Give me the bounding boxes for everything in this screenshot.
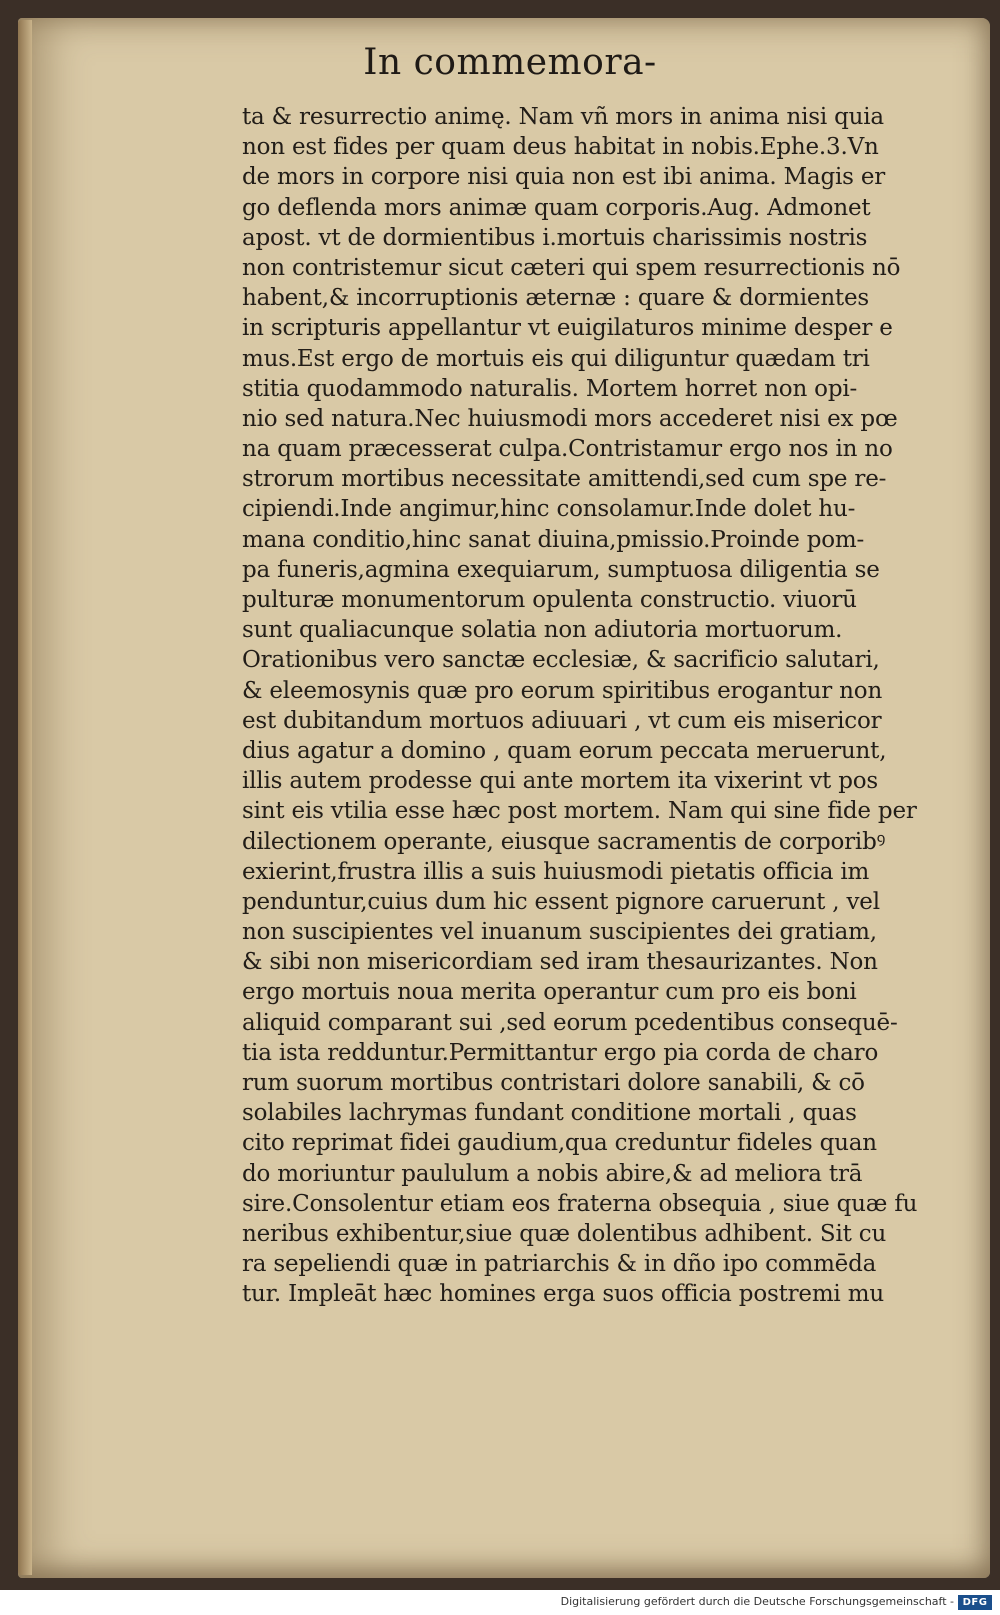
text-line: non contristemur sicut cæteri qui spem resurrectionis nō — [242, 254, 901, 281]
text-line: mana conditio,hinc sanat diuina,pmissio.Proinde pom- — [242, 526, 865, 553]
text-line: Orationibus vero sanctæ ecclesiæ, & sacrificio salutari, — [242, 647, 880, 674]
text-line: dilectionem operante, eiusque sacramentis de corporibꝰ — [242, 828, 886, 855]
text-line: apost. vt de dormientibus i.mortuis charissimis nostris — [242, 224, 868, 251]
text-line: sunt qualiacunque solatia non adiutoria mortuorum. — [242, 617, 843, 644]
text-line: habent,& incorruptionis æternæ : quare & dormientes — [242, 285, 869, 312]
text-line: sire.Consolentur etiam eos fraterna obsequia , siue quæ fu — [242, 1190, 918, 1217]
text-line: tia ista redduntur.Permittantur ergo pia corda de charo — [242, 1039, 879, 1066]
text-line: sint eis vtilia esse hæc post mortem. Nam qui sine fide per — [242, 798, 917, 825]
text-line: non suscipientes vel inuanum suscipientes dei gratiam, — [242, 919, 877, 946]
dfg-logo: DFG — [958, 1595, 992, 1610]
text-line: dius agatur a domino , quam eorum peccata meruerunt, — [242, 737, 887, 764]
text-line: strorum mortibus necessitate amittendi,sed cum spe re- — [242, 466, 887, 493]
text-line: cipiendi.Inde angimur,hinc consolamur.Inde dolet hu- — [242, 496, 856, 523]
text-line: na quam præcesserat culpa.Contristamur ergo nos in no — [242, 436, 893, 463]
text-line: ta & resurrectio animę. Nam vñ mors in anima nisi quia — [242, 104, 884, 130]
text-line: rum suorum mortibus contristari dolore sanabili, & cō — [242, 1070, 865, 1096]
text-line: est dubitandum mortuos adiuuari , vt cum eis misericor — [242, 707, 882, 734]
funding-credit: Digitalisierung gefördert durch die Deutsche Forschungsgemeinschaft - — [560, 1595, 954, 1608]
text-line: mus.Est ergo de mortuis eis qui diliguntur quædam tri — [242, 345, 870, 372]
text-line: cito reprimat fidei gaudium,qua creduntur fideles quan — [242, 1130, 877, 1157]
running-head: In commemora- — [363, 42, 657, 83]
text-line: neribus exhibentur,siue quæ dolentibus adhibent. Sit cu — [242, 1220, 887, 1247]
text-line: tur. Impleāt hæc homines erga suos officia postremi mu — [242, 1281, 884, 1308]
text-line: pa funeris,agmina exequiarum, sumptuosa diligentia se — [242, 556, 880, 583]
text-line: ra sepeliendi quæ in patriarchis & in dño ipo commēda — [242, 1251, 877, 1278]
text-line: illis autem prodesse qui ante mortem ita vixerint vt pos — [242, 768, 878, 795]
digitization-footer — [0, 1592, 1000, 1615]
text-line: solabiles lachrymas fundant conditione mortali , quas — [242, 1100, 857, 1127]
text-line: de mors in corpore nisi quia non est ibi anima. Magis er — [242, 164, 886, 191]
text-line: & sibi non misericordiam sed iram thesaurizantes. Non — [242, 949, 878, 976]
text-line: do moriuntur paululum a nobis abire,& ad meliora trā — [242, 1160, 863, 1187]
text-line: & eleemosynis quæ pro eorum spiritibus erogantur non — [242, 677, 883, 704]
text-line: nio sed natura.Nec huiusmodi mors accederet nisi ex pœ — [242, 405, 898, 432]
text-line: ergo mortuis noua merita operantur cum pro eis boni — [242, 979, 857, 1006]
page-edge — [18, 20, 32, 1575]
text-line: exierint,frustra illis a suis huiusmodi pietatis officia im — [242, 858, 870, 885]
body-text — [242, 102, 932, 1310]
text-line: stitia quodammodo naturalis. Mortem horret non opi- — [242, 375, 858, 402]
text-line: pulturæ monumentorum opulenta constructio. viuorū — [242, 587, 857, 613]
text-line: non est fides per quam deus habitat in nobis.Ephe.3.Vn — [242, 134, 879, 161]
text-line: go deflenda mors animæ quam corporis.Aug. Admonet — [242, 194, 871, 221]
text-line: penduntur,cuius dum hic essent pignore caruerunt , vel — [242, 888, 880, 915]
text-line: aliquid comparant sui ,sed eorum pcedentibus consequē- — [242, 1009, 898, 1036]
text-line: in scripturis appellantur vt euigilaturos minime desper e — [242, 315, 893, 342]
